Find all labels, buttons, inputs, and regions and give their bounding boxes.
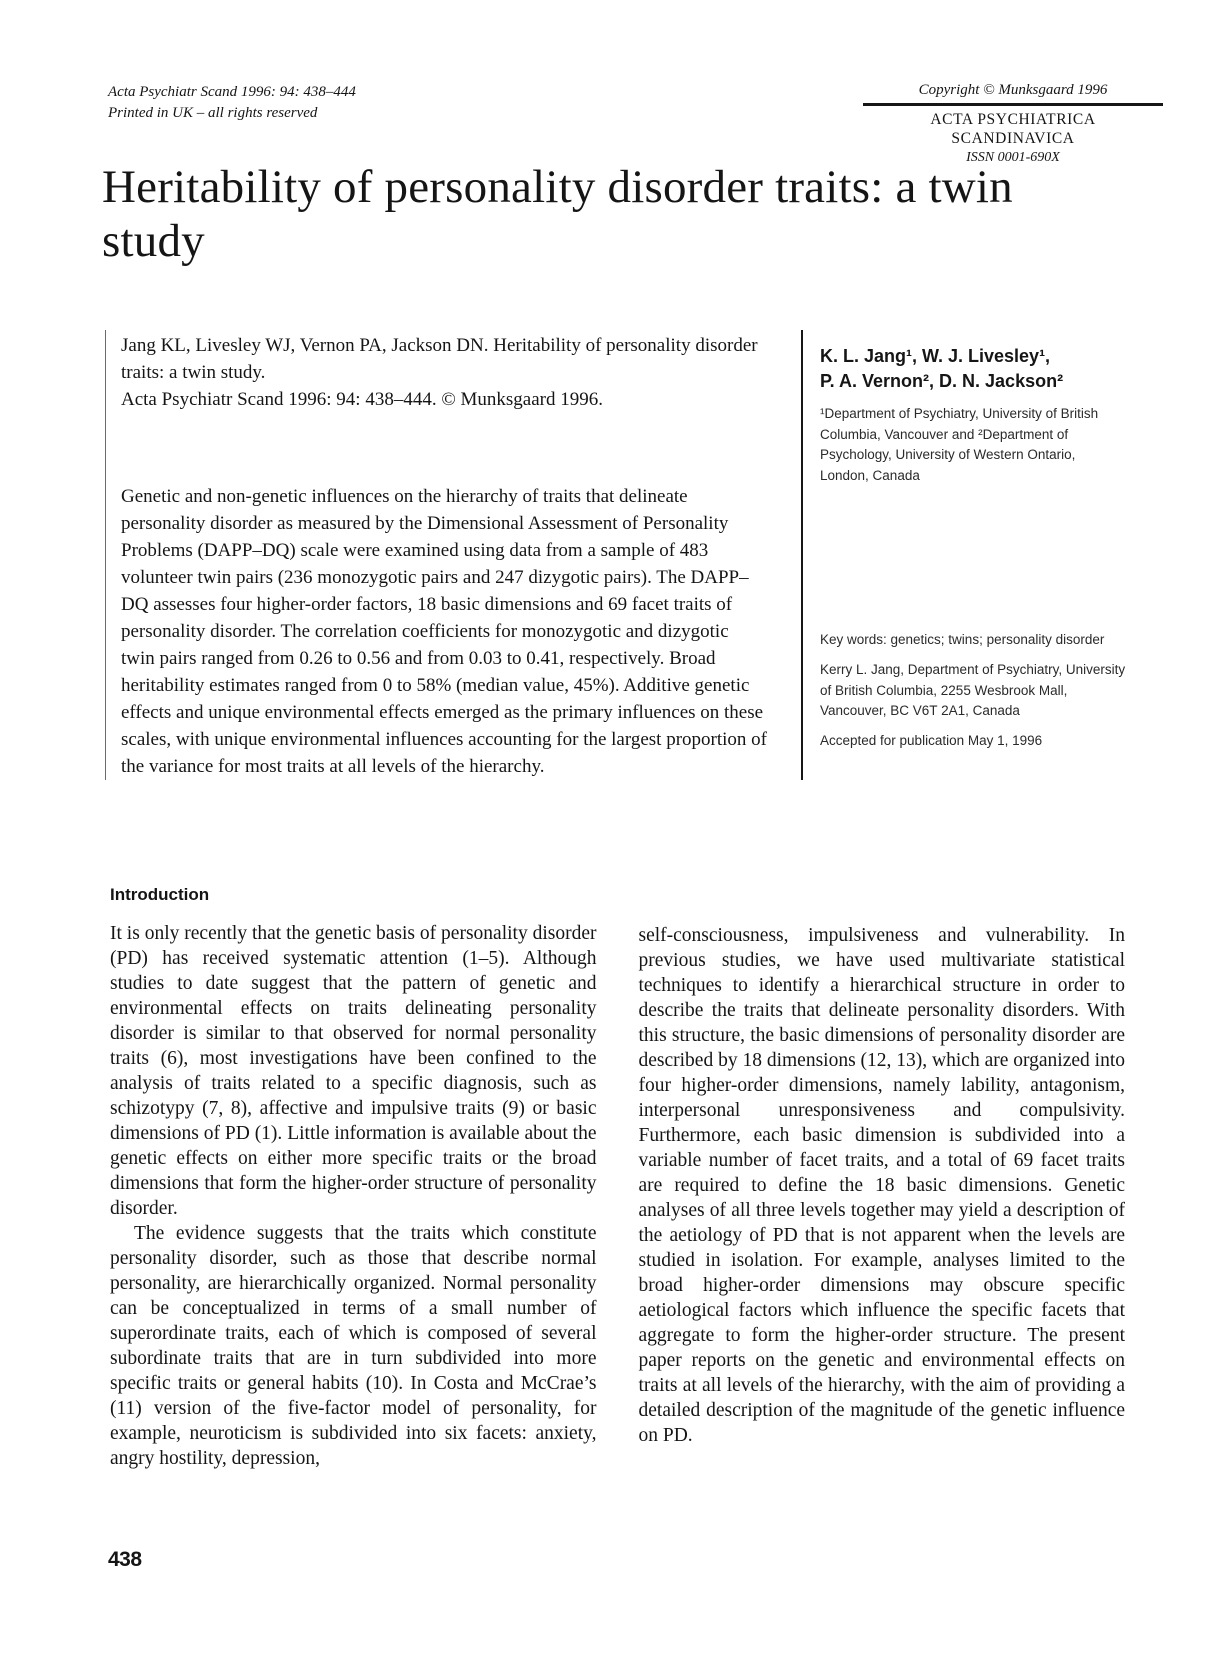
printed-note: Printed in UK – all rights reserved [108, 105, 318, 121]
accepted-date: Accepted for publication May 1, 1996 [820, 732, 1043, 748]
abstract-section [105, 330, 1127, 780]
running-head-left [108, 82, 356, 124]
journal-reference: Acta Psychiatr Scand 1996: 94: 438–444 [108, 84, 356, 100]
author-names [820, 344, 1127, 394]
copyright-line: Copyright © Munksgaard 1996 [918, 82, 1108, 98]
page-number: 438 [108, 1548, 142, 1571]
body-column-right [639, 923, 1126, 1448]
abstract-body: Genetic and non-genetic influences on the hierarchy of traits that delineate personality disorder as measured by the Dimensional Assessment of Personality Problems (DAPP–DQ) scale were examined using data from a sample of 483 volunteer twin pairs (236 monozygotic pairs and 247 dizygotic pairs). The DAPP–DQ assesses four higher-order factors, 18 basic dimensions and 69 facet traits of personality disorder. The correlation coefficients for monozygotic and dizygotic twin pairs ranged from 0.26 to 0.56 and from 0.03 to 0.41, respectively. Broad heritability estimates ranged from 0 to 58% (median value, 45%). Additive genetic effects and unique environmental effects emerged as the primary influences on these scales, with unique environmental influences accounting for the largest proportion of the variance for most traits at all levels of the hierarchy. [121, 486, 767, 777]
abstract-column [105, 330, 801, 780]
header-rule [863, 103, 1163, 106]
keywords-line: Key words: genetics; twins; personality disorder [820, 632, 1105, 647]
article-title: Heritability of personality disorder traits: a twin study [102, 161, 1013, 267]
journal-name-line2: SCANDINAVICA [951, 129, 1075, 147]
intro-paragraph-1: It is only recently that the genetic basis of personality disorder (PD) has received systematic attention (1–5). Although studies to date suggest that the pattern of genetic and environmental effects on traits delineating personality disorder is similar to that observed for normal personality traits (6), most investigations have been confined to the analysis of traits related to a specific diagnosis, such as schizotypy (7, 8), affective and impulsive traits (9) or basic dimensions of PD (1). Little information is available about the genetic effects on either more specific traits or the broad dimensions that form the higher-order structure of personality disorder. [110, 923, 597, 1219]
author-names-line2: P. A. Vernon², D. N. Jackson² [820, 371, 1064, 391]
correspondence-address: Kerry L. Jang, Department of Psychiatry, University of British Columbia, 2255 Wesbrook Mall, Vancouver, BC V6T 2A1, Canada [820, 662, 1126, 718]
author-names-line1: K. L. Jang¹, W. J. Livesley¹, [820, 346, 1051, 366]
journal-name-line1: ACTA PSYCHIATRICA [930, 110, 1096, 128]
introduction-heading: Introduction [110, 885, 210, 904]
abstract-citation: Jang KL, Livesley WJ, Vernon PA, Jackson DN. Heritability of personality disorder traits: a twin study. [121, 335, 758, 383]
article-body [110, 884, 1125, 1471]
author-affiliation: ¹Department of Psychiatry, University of British Columbia, Vancouver and ²Department of Psychology, University of Western Ontario, London, Canada [820, 406, 1099, 483]
body-column-left [110, 884, 597, 1471]
issn-line: ISSN 0001-690X [966, 149, 1060, 165]
abstract-citation-source: Acta Psychiatr Scand 1996: 94: 438–444. © Munksgaard 1996. [121, 389, 603, 410]
intro-paragraph-2: The evidence suggests that the traits which constitute personality disorder, such as those that describe normal personality, are hierarchically organized. Normal personality can be conceptualized in terms of a small number of superordinate traits, each of which is composed of several subordinate traits that are in turn subdivided into more specific traits or general habits (10). In Costa and McCrae’s (11) version of the five-factor model of personality, for example, neuroticism is subdivided into six facets: anxiety, angry hostility, depression, [110, 1223, 597, 1469]
intro-paragraph-3: self-consciousness, impulsiveness and vulnerability. In previous studies, we have used multivariate statistical techniques to identify a hierarchical structure in order to describe the traits that delineate personality disorders. With this structure, the basic dimensions of personality disorder are described by 18 dimensions (12, 13), which are organized into four higher-order dimensions, namely lability, antagonism, interpersonal unresponsiveness and compulsivity. Furthermore, each basic dimension is subdivided into a variable number of facet traits, and a total of 69 facet traits are required to define the 18 basic dimensions. Genetic analyses of all three levels together may yield a description of the aetiology of PD that is not apparent when the levels are studied in isolation. For example, analyses limited to the broad higher-order dimensions may obscure specific aetiological factors which influence the specific facets that aggregate to form the higher-order structure. The present paper reports on the genetic and environmental effects on traits at all levels of the hierarchy, with the aim of providing a detailed description of the magnitude of the genetic influence on PD. [638, 925, 1125, 1446]
running-head-right [863, 80, 1163, 167]
author-info-column [801, 330, 1127, 780]
